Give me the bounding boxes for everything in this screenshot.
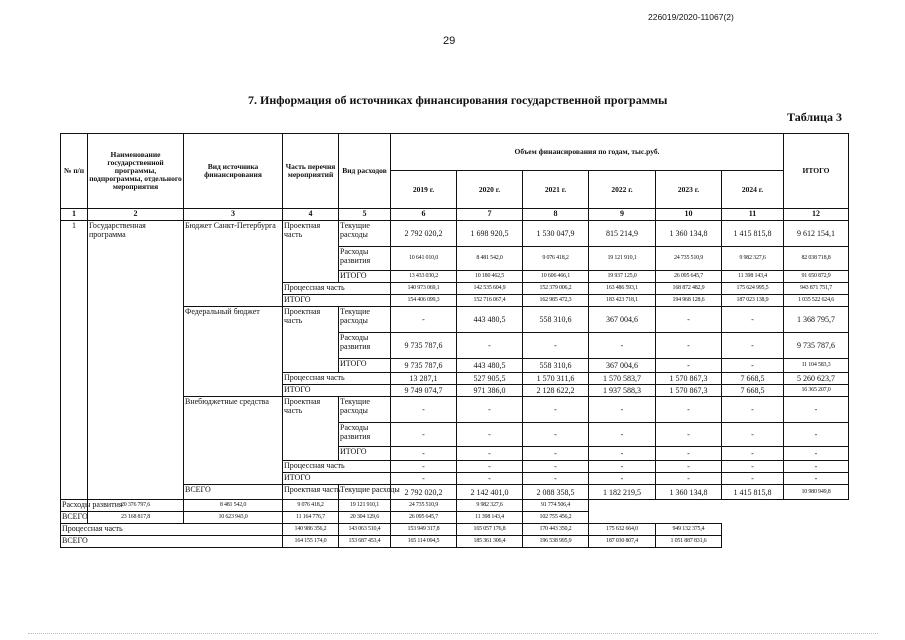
- financing-table: [60, 133, 849, 548]
- value-cell: -: [589, 461, 656, 473]
- value-cell: 8 481 542,0: [457, 247, 523, 271]
- value-cell: 2 088 358,5: [523, 485, 589, 500]
- value-cell: 9 735 787,6: [784, 333, 849, 359]
- value-cell: -: [457, 447, 523, 461]
- subtotal-label: ИТОГО: [339, 271, 391, 283]
- value-cell: -: [391, 307, 457, 333]
- value-cell: -: [656, 447, 722, 461]
- page-footer-line: [28, 633, 878, 637]
- column-number: 1: [61, 209, 88, 221]
- value-cell: 9 982 327,6: [722, 247, 784, 271]
- value-cell: -: [391, 447, 457, 461]
- value-cell: -: [722, 447, 784, 461]
- table-row: [61, 500, 849, 512]
- row-number: 1: [61, 221, 88, 500]
- column-number: 4: [283, 209, 339, 221]
- column-number: 12: [784, 209, 849, 221]
- expense-development: Расходы развития: [61, 500, 88, 512]
- value-cell: -: [656, 307, 722, 333]
- value-cell: 558 310,6: [523, 307, 589, 333]
- value-cell: 1 698 920,5: [457, 221, 523, 247]
- value-cell: 9 749 074,7: [391, 385, 457, 397]
- value-cell: 11 104 583,3: [784, 359, 849, 373]
- expense-current: Текущие расходы: [339, 485, 391, 500]
- value-cell: -: [722, 333, 784, 359]
- column-number: 3: [184, 209, 283, 221]
- value-cell: -: [784, 423, 849, 447]
- expense-development: Расходы развития: [339, 333, 391, 359]
- value-cell: 152 379 006,2: [523, 283, 589, 295]
- value-cell: 1 360 134,8: [656, 221, 722, 247]
- value-cell: 9 735 787,6: [391, 359, 457, 373]
- table-caption: Таблица 3: [787, 110, 842, 124]
- value-cell: -: [722, 473, 784, 485]
- value-cell: -: [523, 333, 589, 359]
- value-cell: -: [523, 423, 589, 447]
- value-cell: -: [722, 397, 784, 423]
- source-federal-budget: Федеральный бюджет: [184, 307, 283, 397]
- value-cell: 170 443 350,2: [523, 524, 589, 536]
- value-cell: 10 623 943,0: [184, 512, 283, 524]
- value-cell: 1 415 815,8: [722, 485, 784, 500]
- value-cell: -: [722, 423, 784, 447]
- value-cell: 7 668,5: [722, 385, 784, 397]
- year-2024: 2024 г.: [722, 171, 784, 209]
- value-cell: -: [722, 461, 784, 473]
- value-cell: 175 624 995,5: [722, 283, 784, 295]
- value-cell: 168 872 482,9: [656, 283, 722, 295]
- value-cell: 196 538 995,9: [523, 536, 589, 548]
- section-heading: 7. Информация об источниках финансирования государственной программы: [248, 93, 668, 107]
- value-cell: 11 398 143,4: [722, 271, 784, 283]
- value-cell: 9 982 327,6: [457, 500, 523, 512]
- value-cell: 175 632 664,0: [589, 524, 656, 536]
- value-cell: 140 973 069,1: [391, 283, 457, 295]
- column-number: 5: [339, 209, 391, 221]
- value-cell: 185 361 306,4: [457, 536, 523, 548]
- value-cell: -: [784, 397, 849, 423]
- value-cell: 20 376 797,6: [88, 500, 184, 512]
- expense-current: Текущие расходы: [339, 397, 391, 423]
- column-number: 6: [391, 209, 457, 221]
- value-cell: 162 985 472,3: [523, 295, 589, 307]
- value-cell: 9 076 418,2: [523, 247, 589, 271]
- value-cell: 13 287,1: [391, 373, 457, 385]
- value-cell: 16 365 207,0: [784, 385, 849, 397]
- value-cell: 1 937 588,3: [589, 385, 656, 397]
- value-cell: 443 480,5: [457, 307, 523, 333]
- value-cell: 102 755 456,2: [523, 512, 589, 524]
- year-2022: 2022 г.: [589, 171, 656, 209]
- value-cell: -: [656, 423, 722, 447]
- source-extrabudgetary: Внебюджетные средства: [184, 397, 283, 485]
- table-row: [61, 221, 849, 247]
- value-cell: 558 310,6: [523, 359, 589, 373]
- value-cell: -: [391, 473, 457, 485]
- value-cell: 143 063 510,4: [339, 524, 391, 536]
- value-cell: 1 570 311,6: [523, 373, 589, 385]
- expense-development: Расходы развития: [339, 247, 391, 271]
- value-cell: 20 304 129,6: [339, 512, 391, 524]
- grand-total-label: ВСЕГО: [184, 485, 283, 500]
- value-cell: 24 735 510,9: [391, 500, 457, 512]
- column-number: 9: [589, 209, 656, 221]
- value-cell: -: [589, 447, 656, 461]
- value-cell: 9 735 787,6: [391, 333, 457, 359]
- value-cell: 11 164 776,7: [283, 512, 339, 524]
- value-cell: -: [656, 333, 722, 359]
- value-cell: 164 155 174,0: [283, 536, 339, 548]
- column-number: 11: [722, 209, 784, 221]
- value-cell: -: [784, 447, 849, 461]
- expense-development: Расходы развития: [339, 423, 391, 447]
- value-cell: 2 792 020,2: [391, 485, 457, 500]
- value-cell: 1 368 795,7: [784, 307, 849, 333]
- value-cell: 9 612 154,1: [784, 221, 849, 247]
- program-name: Государственная программа: [88, 221, 184, 500]
- value-cell: 194 968 128,6: [656, 295, 722, 307]
- year-2019: 2019 г.: [391, 171, 457, 209]
- value-cell: 9 076 418,2: [283, 500, 339, 512]
- total-label: ИТОГО: [283, 473, 391, 485]
- header-volume: Объем финансирования по годам, тыс.руб.: [391, 134, 784, 171]
- subtotal-label: ИТОГО: [339, 447, 391, 461]
- value-cell: 10 641 010,0: [391, 247, 457, 271]
- column-number: 10: [656, 209, 722, 221]
- part-project: Проектная часть: [283, 307, 339, 373]
- value-cell: 367 004,6: [589, 359, 656, 373]
- part-process: Процессная часть: [283, 373, 391, 385]
- value-cell: -: [589, 397, 656, 423]
- value-cell: 24 735 510,9: [656, 247, 722, 271]
- value-cell: -: [656, 473, 722, 485]
- value-cell: -: [523, 397, 589, 423]
- value-cell: 154 406 099,3: [391, 295, 457, 307]
- value-cell: 971 386,0: [457, 385, 523, 397]
- value-cell: 2 142 401,0: [457, 485, 523, 500]
- value-cell: -: [523, 473, 589, 485]
- part-project: Проектная часть: [283, 397, 339, 461]
- value-cell: 943 871 751,7: [784, 283, 849, 295]
- value-cell: 142 535 604,9: [457, 283, 523, 295]
- column-number: 2: [88, 209, 184, 221]
- part-process: Процессная часть: [61, 524, 283, 536]
- page-number: 29: [443, 35, 456, 47]
- value-cell: 1 035 522 624,6: [784, 295, 849, 307]
- value-cell: -: [784, 473, 849, 485]
- value-cell: 443 480,5: [457, 359, 523, 373]
- value-cell: -: [457, 423, 523, 447]
- column-number: 7: [457, 209, 523, 221]
- subtotal-label: ВСЕГО: [61, 512, 88, 524]
- value-cell: 1 360 134,8: [656, 485, 722, 500]
- value-cell: 8 481 542,0: [184, 500, 283, 512]
- value-cell: 1 570 583,7: [589, 373, 656, 385]
- value-cell: -: [589, 423, 656, 447]
- subtotal-label: ИТОГО: [339, 359, 391, 373]
- value-cell: 527 905,5: [457, 373, 523, 385]
- value-cell: 367 004,6: [589, 307, 656, 333]
- column-numbers-row: [61, 209, 849, 221]
- value-cell: 165 114 094,5: [391, 536, 457, 548]
- value-cell: 187 023 138,9: [722, 295, 784, 307]
- value-cell: 23 168 817,8: [88, 512, 184, 524]
- header-source: Вид источника финансирования: [184, 134, 283, 209]
- value-cell: -: [523, 461, 589, 473]
- total-label: ИТОГО: [283, 385, 391, 397]
- value-cell: 2 128 622,2: [523, 385, 589, 397]
- value-cell: 5 260 623,7: [784, 373, 849, 385]
- expense-current: Текущие расходы: [339, 307, 391, 333]
- value-cell: 949 132 375,4: [656, 524, 722, 536]
- value-cell: 815 214,9: [589, 221, 656, 247]
- value-cell: 183 423 718,1: [589, 295, 656, 307]
- value-cell: 19 121 910,1: [339, 500, 391, 512]
- value-cell: -: [523, 447, 589, 461]
- total-label: ВСЕГО: [61, 536, 283, 548]
- value-cell: 1 570 867,3: [656, 385, 722, 397]
- value-cell: 140 986 356,2: [283, 524, 339, 536]
- value-cell: 19 121 910,1: [589, 247, 656, 271]
- value-cell: 26 095 645,7: [656, 271, 722, 283]
- value-cell: -: [391, 423, 457, 447]
- value-cell: -: [589, 333, 656, 359]
- value-cell: 153 687 453,4: [339, 536, 391, 548]
- part-process: Процессная часть: [283, 461, 391, 473]
- value-cell: 1 182 219,5: [589, 485, 656, 500]
- year-2023: 2023 г.: [656, 171, 722, 209]
- value-cell: 1 530 047,9: [523, 221, 589, 247]
- value-cell: -: [457, 333, 523, 359]
- year-2021: 2021 г.: [523, 171, 589, 209]
- value-cell: -: [391, 461, 457, 473]
- source-spb-budget: Бюджет Санкт-Петербурга: [184, 221, 283, 307]
- part-process: Процессная часть: [283, 283, 391, 295]
- value-cell: 10 606 466,1: [523, 271, 589, 283]
- value-cell: 19 937 125,0: [589, 271, 656, 283]
- value-cell: 152 716 067,4: [457, 295, 523, 307]
- value-cell: -: [589, 473, 656, 485]
- value-cell: 187 030 807,4: [589, 536, 656, 548]
- value-cell: 91 650 872,9: [784, 271, 849, 283]
- value-cell: 163 486 593,1: [589, 283, 656, 295]
- value-cell: 1 415 815,8: [722, 221, 784, 247]
- value-cell: -: [784, 461, 849, 473]
- value-cell: 26 095 645,7: [391, 512, 457, 524]
- total-label: ИТОГО: [283, 295, 391, 307]
- value-cell: -: [457, 397, 523, 423]
- value-cell: 153 949 317,8: [391, 524, 457, 536]
- value-cell: -: [391, 397, 457, 423]
- year-2020: 2020 г.: [457, 171, 523, 209]
- table-row: [61, 536, 849, 548]
- value-cell: -: [656, 397, 722, 423]
- header-program-name: Наименование государственной программы, подпрограммы, отдельного мероприятия: [88, 134, 184, 209]
- header-total: ИТОГО: [784, 134, 849, 209]
- value-cell: 10 980 949,8: [784, 485, 849, 500]
- header-number: № п/п: [61, 134, 88, 209]
- value-cell: 7 668,5: [722, 373, 784, 385]
- value-cell: 1 051 887 831,6: [656, 536, 722, 548]
- value-cell: -: [656, 461, 722, 473]
- value-cell: 11 398 143,4: [457, 512, 523, 524]
- expense-current: Текущие расходы: [339, 221, 391, 247]
- value-cell: 165 057 176,8: [457, 524, 523, 536]
- value-cell: -: [656, 359, 722, 373]
- table-row: [61, 512, 849, 524]
- part-project: Проектная часть: [283, 221, 339, 283]
- value-cell: 10 180 462,5: [457, 271, 523, 283]
- table-row: [61, 524, 849, 536]
- value-cell: 82 038 718,8: [784, 247, 849, 271]
- value-cell: 91 774 506,4: [523, 500, 589, 512]
- part-project: Проектная часть: [283, 485, 339, 500]
- value-cell: -: [722, 307, 784, 333]
- value-cell: 1 570 867,3: [656, 373, 722, 385]
- header-part: Часть перечня мероприятий: [283, 134, 339, 209]
- value-cell: -: [457, 473, 523, 485]
- header-expense-type: Вид расходов: [339, 134, 391, 209]
- value-cell: 13 433 030,2: [391, 271, 457, 283]
- value-cell: 2 792 020,2: [391, 221, 457, 247]
- column-number: 8: [523, 209, 589, 221]
- value-cell: -: [457, 461, 523, 473]
- value-cell: -: [722, 359, 784, 373]
- document-id: 226019/2020-11067(2): [648, 12, 734, 22]
